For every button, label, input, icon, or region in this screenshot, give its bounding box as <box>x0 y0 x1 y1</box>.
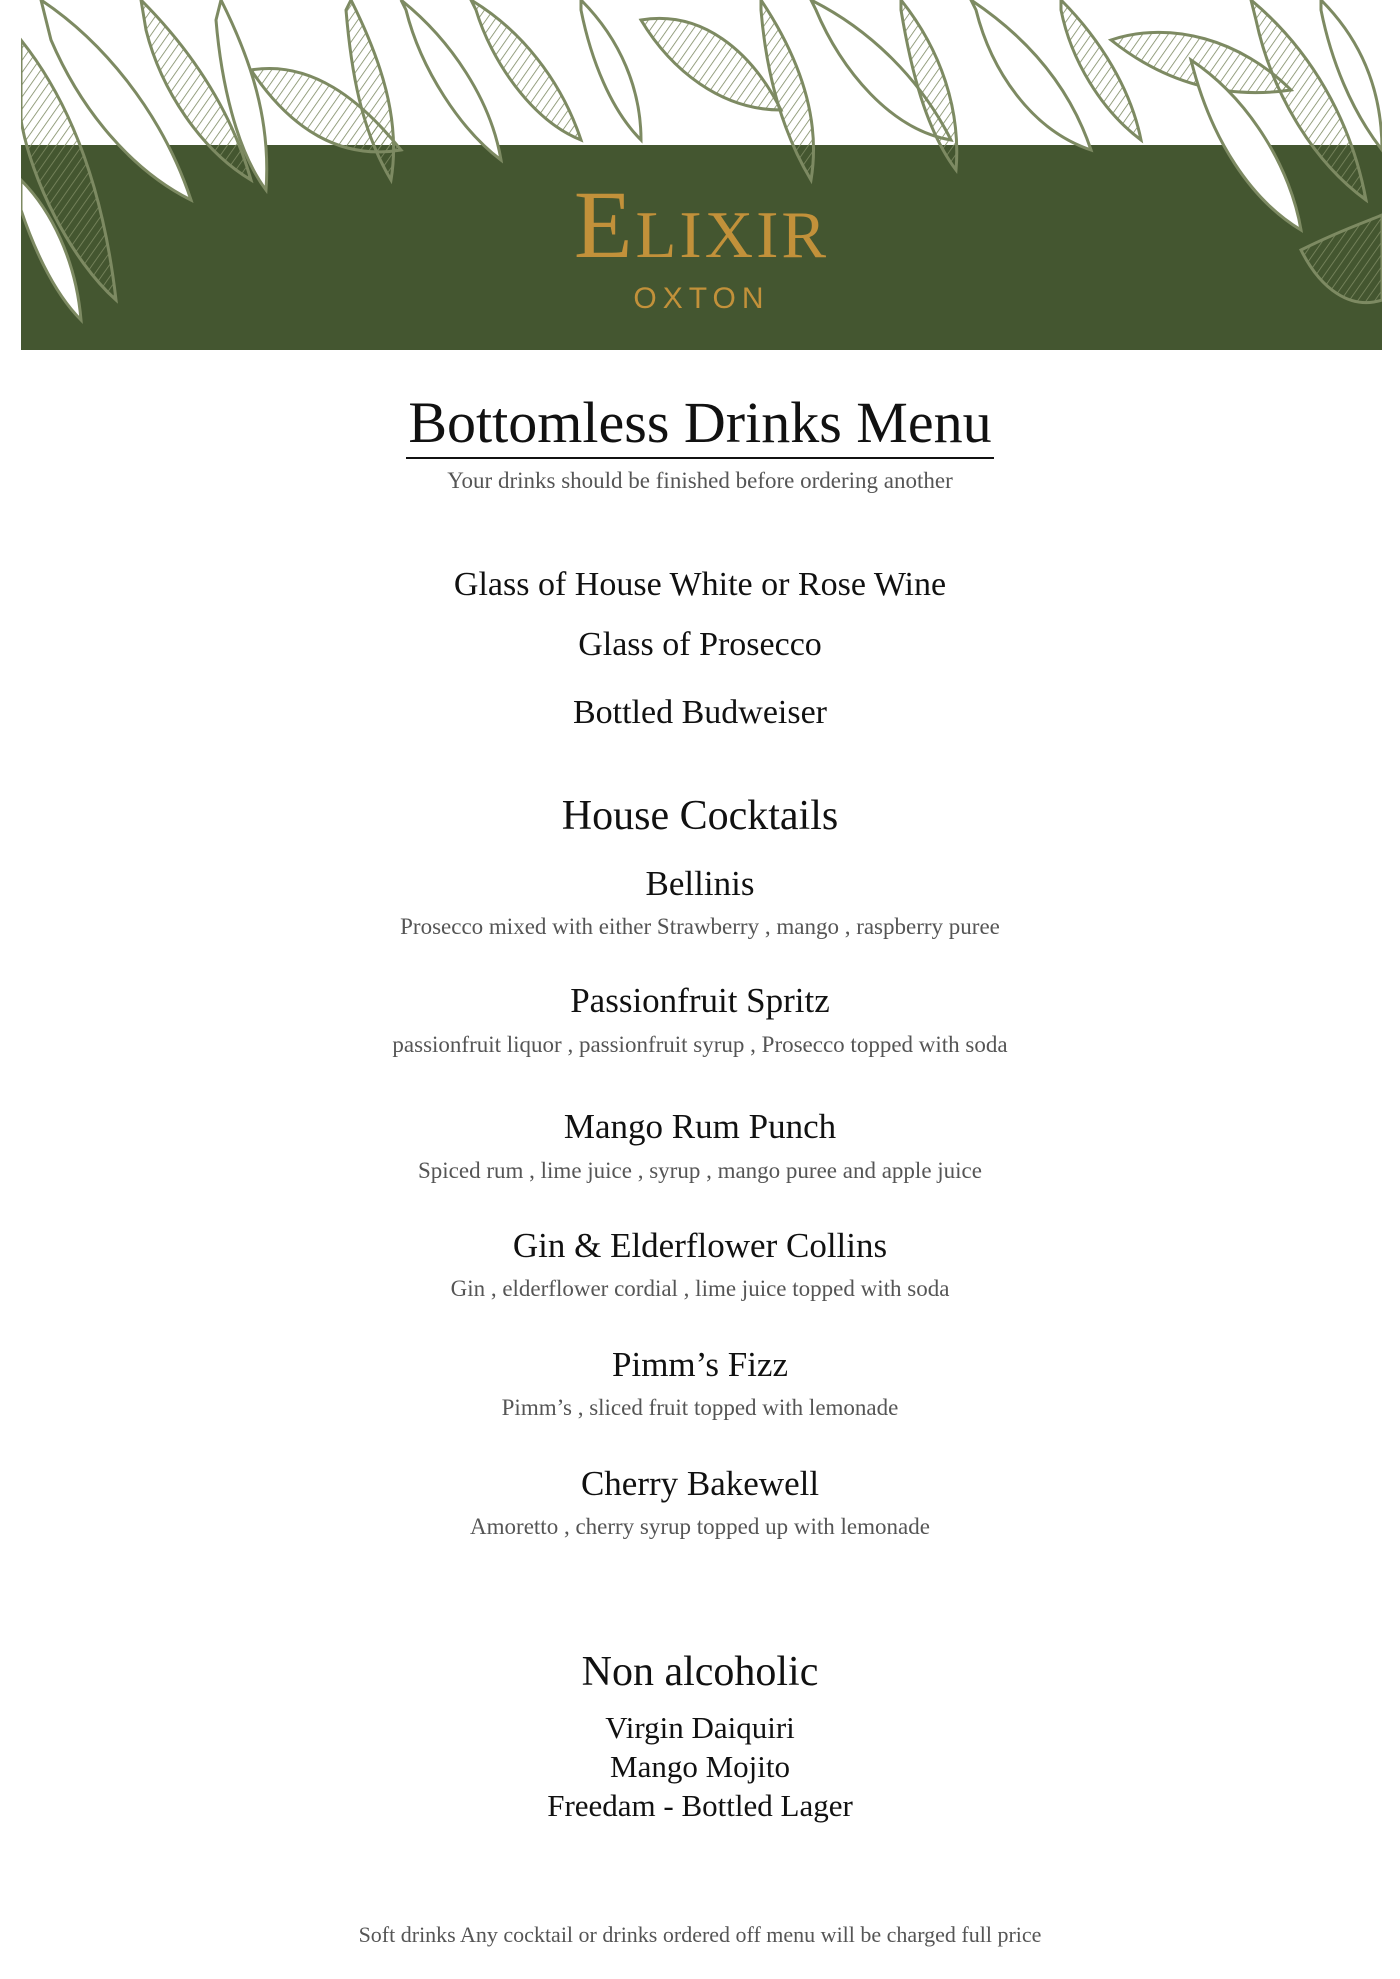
cocktail-description: Gin , elderflower cordial , lime juice topped with soda <box>450 1276 950 1301</box>
header-banner <box>21 0 1382 350</box>
menu-subtitle: Your drinks should be finished before ordering another <box>447 468 953 493</box>
cocktail-name: Bellinis <box>645 864 755 903</box>
non-alcoholic-item: Mango Mojito <box>610 1749 790 1784</box>
cocktail-name: Gin & Elderflower Collins <box>512 1226 888 1265</box>
menu-footer-note: Soft drinks Any cocktail or drinks ordered off menu will be charged full price <box>358 1922 1042 1947</box>
non-alcoholic-heading: Non alcoholic <box>581 1649 819 1695</box>
non-alcoholic-item: Freedam - Bottled Lager <box>547 1788 853 1823</box>
cocktail-name: Passionfruit Spritz <box>570 981 830 1020</box>
cocktail-name: Mango Rum Punch <box>563 1107 837 1146</box>
cocktail-description: Spiced rum , lime juice , syrup , mango puree and apple juice <box>418 1158 982 1183</box>
brand-location: OXTON <box>633 282 770 315</box>
drink-item: Bottled Budweiser <box>572 694 828 731</box>
drink-item: Glass of House White or Rose Wine <box>453 566 947 603</box>
non-alcoholic-item: Virgin Daiquiri <box>605 1710 795 1745</box>
cocktail-description: Pimm’s , sliced fruit topped with lemonade <box>501 1395 899 1420</box>
cocktails-heading: House Cocktails <box>561 793 839 839</box>
cocktail-description: Prosecco mixed with either Strawberry , mango , raspberry puree <box>400 914 1000 939</box>
cocktail-description: passionfruit liquor , passionfruit syrup , Prosecco topped with soda <box>392 1032 1008 1057</box>
brand-logo: Elixir <box>573 171 830 278</box>
drink-item: Glass of Prosecco <box>578 626 822 663</box>
cocktail-name: Pimm’s Fizz <box>612 1345 788 1384</box>
cocktail-description: Amoretto , cherry syrup topped up with lemonade <box>470 1514 930 1539</box>
menu-title: Bottomless Drinks Menu <box>0 388 1400 458</box>
cocktail-name: Cherry Bakewell <box>580 1464 820 1503</box>
